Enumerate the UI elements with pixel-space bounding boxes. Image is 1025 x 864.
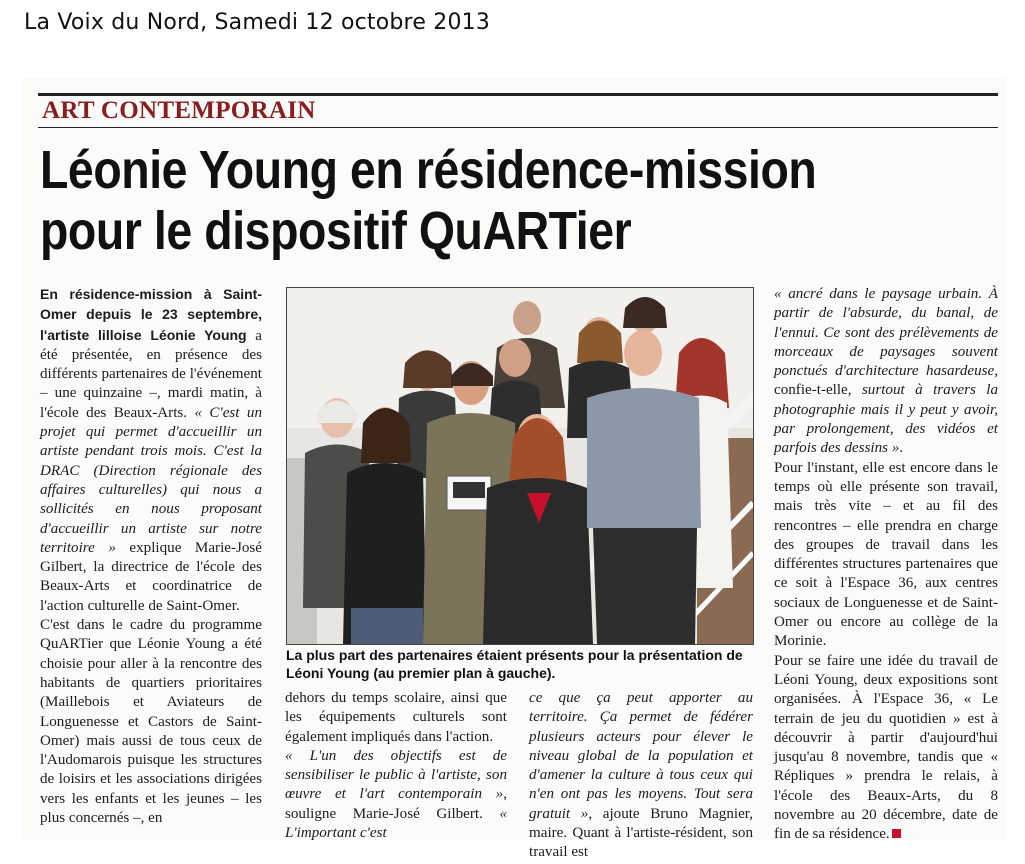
text-run: , ajoute Bruno Magnier, maire. Quant à l'artiste-résident, son travail est xyxy=(529,805,753,861)
article-photo xyxy=(286,287,754,645)
article-lead: En résidence-mission à Saint-Omer depuis le 23 septembre, l'artiste lilloise Léonie Young xyxy=(40,286,262,343)
article-column-4 xyxy=(774,285,998,845)
article-column-1 xyxy=(40,285,262,828)
paragraph xyxy=(529,689,753,863)
quote: « C'est un projet qui permet d'accueillir un artiste pendant trois mois. C'est la DRAC (Direction régionale des affaires culturelles) qui nous a sollicités en nous proposant d'accueillir un artiste sur notre territoire » xyxy=(40,404,262,556)
paragraph: C'est dans le cadre du programme QuARTier que Léonie Young a été choisie pour aller à la rencontre des habitants de quartiers prioritaires (Maillebois et Aviateurs de Longuenesse et Castors de Saint-Omer) mais aussi de tous ceux de l'Audomarois puisque les structures de loisirs et les associations dirigées vers les enfants et les jeunes – les plus concernés –, en xyxy=(40,617,262,827)
text-run: confie-t-elle, xyxy=(774,382,862,399)
text-run: explique Marie-José Gilbert, la directrice de l'école des Beaux-Arts et coordinatrice de l'action culturelle de Saint-Omer. xyxy=(40,539,262,614)
text-run: a été présentée, en présence des différents partenaires de l'événement – une quinzaine –, mardi matin, à l'école des Beaux-Arts. xyxy=(40,327,262,421)
quote: « L'un des objectifs est de sensibiliser le public à l'artiste, son œuvre et l'art contemporain » xyxy=(285,747,507,803)
paragraph xyxy=(774,652,998,845)
article-column-2 xyxy=(285,689,507,843)
paragraph xyxy=(285,747,507,843)
article-column-3 xyxy=(529,689,753,863)
paragraph xyxy=(774,285,998,459)
rubric-label: ART CONTEMPORAIN xyxy=(42,97,316,124)
headline-line-1: Léonie Young en résidence-mission xyxy=(40,140,817,200)
quote: surtout à travers la photographie mais il y peut y avoir, par prolongement, des vidéos et parfois des dessins » xyxy=(774,382,998,457)
text-run: , souligne Marie-José Gilbert. xyxy=(285,786,507,822)
text-run: Pour se faire une idée du travail de Léoni Young, deux expositions sont organisées. À l'Espace 36, « Le terrain de jeu du quotidien » est à découvrir à partir d'aujourd'hui jusqu'au 8 novembre, tandis que « Répliques » prendra le relais, à l'école des Beaux-Arts, du 8 novembre au 20 décembre, date de fin de sa résidence. xyxy=(774,652,998,843)
quote: « ancré dans le paysage urbain. À partir de l'absurde, du banal, de l'ennui. Ce sont des prélèvements de morceaux de paysages souvent ponctués d'architecture hasardeuse, xyxy=(774,286,998,380)
paragraph: Pour l'instant, elle est encore dans le temps où elle présente son travail, mais très vite – et au fil des rencontres – elle prendra en charge des groupes de travail dans les différentes structures partenaires que ce soit à l'Espace 36, aux centres sociaux de Longuenesse et de Saint-Omer ou encore au collège de la Morinie. xyxy=(774,459,998,650)
quote: ce que ça peut apporter au territoire. Ça permet de fédérer plusieurs acteurs pour élever le niveau global de la population et d'amener la culture à tous ceux qui n'en ont pas les moyens. Tout sera gratuit » xyxy=(529,690,753,822)
rubric-bottom-rule xyxy=(38,127,998,128)
rubric-top-rule xyxy=(38,93,998,96)
source-line: La Voix du Nord, Samedi 12 octobre 2013 xyxy=(24,10,491,35)
text-run: . xyxy=(899,440,904,457)
paragraph: dehors du temps scolaire, ainsi que les équipements culturels sont également impliqués dans l'action. xyxy=(285,690,507,745)
quote: « L'important c'est xyxy=(285,805,507,842)
photo-caption: La plus part des partenaires étaient présents pour la présentation de Léoni Young (au premier plan à gauche). xyxy=(286,647,743,681)
headline-line-2: pour le dispositif QuARTier xyxy=(40,201,632,261)
end-of-article-mark xyxy=(892,829,901,838)
paragraph xyxy=(40,285,262,616)
group-photo-illustration xyxy=(287,288,753,644)
article-headline xyxy=(40,140,866,262)
